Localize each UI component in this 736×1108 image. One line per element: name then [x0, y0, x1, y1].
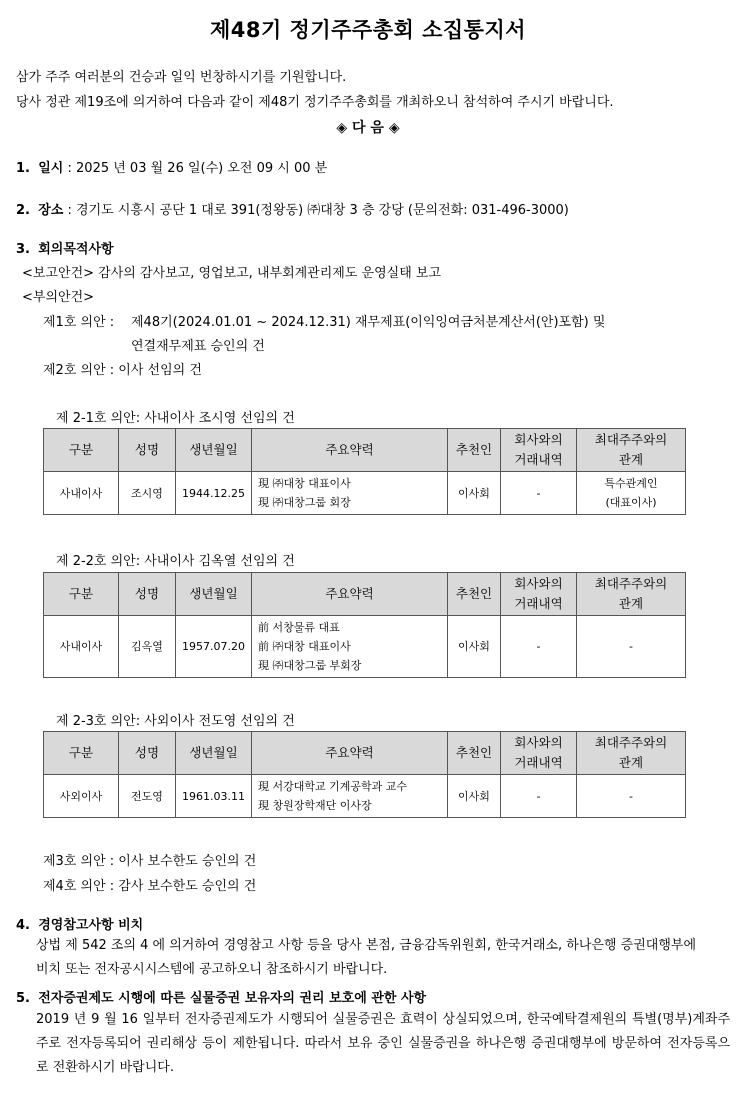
section-reference-materials [16, 914, 143, 933]
reference-materials-text: 상법 제 542 조의 4 에 의거하여 경영참고 사항 등을 당사 본점, 금융감독위원회, 한국거래소, 하나은행 증권대행부에 비치 또는 전자공시시스템에 공고하오니 참조하시기 바랍니다. [36, 938, 697, 977]
header-birth: 생년월일 [176, 573, 252, 616]
table-header-row [44, 429, 686, 472]
header-birth: 생년월일 [176, 429, 252, 472]
cell-recommender: 이사회 [448, 472, 501, 515]
section-label: 회의목적사항 [38, 242, 114, 257]
intro-text: 당사 정관 제19조에 의거하여 다음과 같이 제48기 정기주주총회를 개최하오니 참석하여 주시기 바랍니다. [16, 95, 614, 110]
cell-recommender: 이사회 [448, 616, 501, 678]
cell-career: 現 서강대학교 기계공학과 교수 現 창원장학재단 이사장 [252, 775, 448, 818]
candidate-caption: 제 2-1호 의안: 사내이사 조시영 선임의 건 [56, 411, 295, 426]
resolution-label: <부의안건> [22, 290, 95, 305]
header-recommender: 추천인 [448, 732, 501, 775]
cell-transactions: - [501, 775, 577, 818]
section-label: 일시 [38, 161, 64, 176]
candidate-table [43, 731, 686, 818]
header-career: 주요약력 [252, 732, 448, 775]
cell-transactions: - [501, 616, 577, 678]
section-label: 장소 [38, 203, 64, 218]
section-number: 5. [16, 991, 30, 1006]
cell-birth: 1961.03.11 [176, 775, 252, 818]
header-relation: 최대주주와의 관계 [577, 573, 686, 616]
section-label: 전자증권제도 시행에 따른 실물증권 보유자의 권리 보호에 관한 사항 [38, 991, 427, 1006]
report-items: <보고안건> 감사의 감사보고, 영업보고, 내부회계관리제도 운영실태 보고 [22, 266, 442, 281]
agenda-2: 제2호 의안 : 이사 선임의 건 [43, 363, 202, 378]
header-birth: 생년월일 [176, 732, 252, 775]
header-name: 성명 [119, 429, 176, 472]
section-datetime [16, 157, 327, 176]
table-row [44, 616, 686, 678]
agenda-4: 제4호 의안 : 감사 보수한도 승인의 건 [43, 879, 257, 894]
page-title: 제48기 정기주주총회 소집통지서 [209, 18, 527, 42]
header-type: 구분 [44, 573, 119, 616]
agenda-3: 제3호 의안 : 이사 보수한도 승인의 건 [43, 854, 257, 869]
electronic-securities-text: 2019 년 9 월 16 일부터 전자증권제도가 시행되어 실물증권은 효력이 상실되었으며, 한국예탁결제원의 특별(명부)계좌주주로 전자등록되어 권리해상 등이 제한됩니다. 따라서 보유 중인 실물증권을 하나은행 증권대행부에 방문하여 전자등록으로 전환하시기 바랍니다. [36, 1012, 730, 1075]
candidate-table [43, 428, 686, 515]
header-relation: 최대주주와의 관계 [577, 732, 686, 775]
greeting-text: 삼가 주주 여러분의 건승과 일익 번창하시기를 기원합니다. [16, 70, 347, 85]
cell-career: 現 ㈜대창 대표이사 現 ㈜대창그룹 회장 [252, 472, 448, 515]
section-number: 2. [16, 203, 30, 218]
header-career: 주요약력 [252, 573, 448, 616]
candidate-table [43, 572, 686, 678]
header-name: 성명 [119, 732, 176, 775]
cell-type: 사내이사 [44, 472, 119, 515]
header-recommender: 추천인 [448, 429, 501, 472]
section-electronic-securities [16, 987, 426, 1006]
cell-relation: - [577, 616, 686, 678]
section-venue [16, 199, 569, 218]
agenda-1-line1: 제48기(2024.01.01 ~ 2024.12.31) 재무제표(이익잉여금처분계산서(안)포함) 및 [131, 315, 606, 330]
cell-career: 前 서창물류 대표 前 ㈜대창 대표이사 現 ㈜대창그룹 부회장 [252, 616, 448, 678]
cell-transactions: - [501, 472, 577, 515]
header-recommender: 추천인 [448, 573, 501, 616]
candidate-caption: 제 2-2호 의안: 사내이사 김옥열 선임의 건 [56, 554, 295, 569]
header-relation: 최대주주와의 관계 [577, 429, 686, 472]
header-type: 구분 [44, 429, 119, 472]
header-transactions: 회사와의 거래내역 [501, 573, 577, 616]
agenda-1-line2: 연결재무제표 승인의 건 [131, 339, 265, 354]
header-type: 구분 [44, 732, 119, 775]
cell-type: 사외이사 [44, 775, 119, 818]
section-number: 3. [16, 242, 30, 257]
section-agenda [16, 238, 114, 257]
cell-type: 사내이사 [44, 616, 119, 678]
cell-relation: 특수관계인 (대표이사) [577, 472, 686, 515]
table-row [44, 775, 686, 818]
table-header-row [44, 573, 686, 616]
candidate-caption: 제 2-3호 의안: 사외이사 전도영 선임의 건 [56, 714, 295, 729]
header-career: 주요약력 [252, 429, 448, 472]
table-header-row [44, 732, 686, 775]
datetime-value: : 2025 년 03 월 26 일(수) 오전 09 시 00 분 [67, 161, 328, 176]
cell-relation: - [577, 775, 686, 818]
section-label: 경영참고사항 비치 [38, 918, 144, 933]
cell-birth: 1957.07.20 [176, 616, 252, 678]
venue-value: : 경기도 시흥시 공단 1 대로 391(정왕동) ㈜대창 3 층 강당 (문의전화: 031-496-3000) [67, 203, 569, 218]
header-transactions: 회사와의 거래내역 [501, 732, 577, 775]
cell-birth: 1944.12.25 [176, 472, 252, 515]
cell-name: 김옥열 [119, 616, 176, 678]
notice-heading: ◈ 다 음 ◈ [336, 120, 400, 136]
section-number: 4. [16, 918, 30, 933]
cell-recommender: 이사회 [448, 775, 501, 818]
cell-name: 조시영 [119, 472, 176, 515]
section-number: 1. [16, 161, 30, 176]
table-row [44, 472, 686, 515]
agenda-1-label: 제1호 의안 : [43, 315, 115, 330]
header-transactions: 회사와의 거래내역 [501, 429, 577, 472]
cell-name: 전도영 [119, 775, 176, 818]
header-name: 성명 [119, 573, 176, 616]
